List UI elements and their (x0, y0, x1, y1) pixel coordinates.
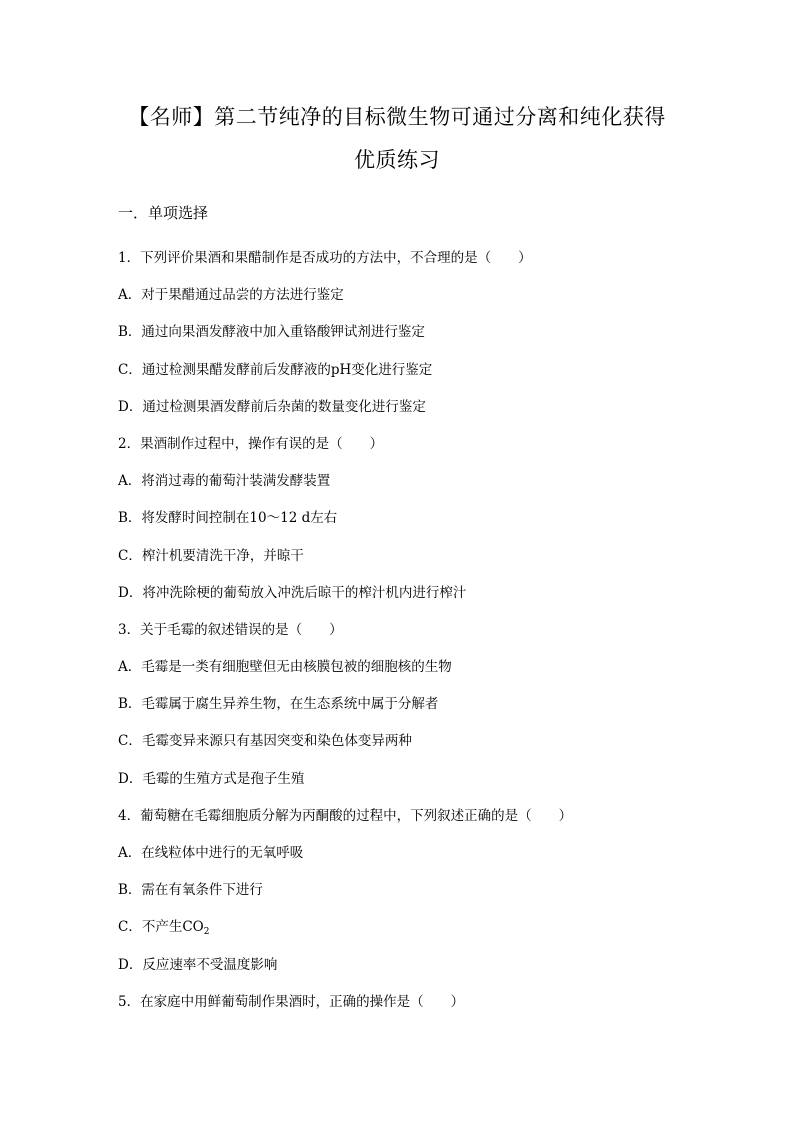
question-3-option-a: A．毛霉是一类有细胞壁但无由核膜包被的细胞核的生物 (118, 659, 452, 676)
question-4-option-c (118, 917, 718, 954)
question-4-option-d: D．反应速率不受温度影响 (118, 956, 278, 973)
question-1-option-c: C．通过检测果醋发酵前后发酵液的pH变化进行鉴定 (118, 361, 433, 378)
question-2-option-b: B．将发酵时间控制在10～12 d左右 (118, 510, 338, 527)
question-3-stem: 3．关于毛霉的叙述错误的是（ ） (118, 621, 343, 638)
question-4-option-c-subscript: 2 (203, 927, 210, 938)
question-1-stem: 1．下列评价果酒和果醋制作是否成功的方法中，不合理的是（ ） (118, 250, 532, 266)
question-list (118, 248, 718, 1029)
question-4-option-b: B．需在有氧条件下进行 (118, 882, 263, 899)
question-2-option-a: A．将消过毒的葡萄汁装满发酵装置 (118, 473, 331, 490)
question-1-option-b: B．通过向果酒发酵液中加入重铬酸钾试剂进行鉴定 (118, 324, 425, 341)
question-4-option-a: A．在线粒体中进行的无氧呼吸 (118, 845, 304, 861)
document-title-line-2: 优质练习 (354, 148, 440, 172)
question-5-stem: 5．在家庭中用鲜葡萄制作果酒时，正确的操作是（ ） (118, 993, 465, 1010)
question-2-option-d: D．将冲洗除梗的葡萄放入冲洗后晾干的榨汁机内进行榨汁 (118, 584, 467, 601)
question-3-option-c: C．毛霉变异来源只有基因突变和染色体变异两种 (118, 733, 412, 750)
question-3-option-b: B．毛霉属于腐生异养生物，在生态系统中属于分解者 (118, 696, 439, 713)
question-2-stem: 2．果酒制作过程中，操作有误的是（ ） (118, 435, 384, 452)
question-2-option-c: C．榨汁机要清洗干净，并晾干 (118, 547, 304, 564)
document-title-line-1: 【名师】第二节纯净的目标微生物可通过分离和纯化获得 (128, 105, 666, 129)
section-heading: 一．单项选择 (118, 204, 209, 222)
question-1-option-a: A．对于果醋通过品尝的方法进行鉴定 (118, 287, 344, 304)
question-4-stem: 4．葡萄糖在毛霉细胞质分解为丙酮酸的过程中，下列叙述正确的是（ ） (118, 807, 573, 824)
question-1-option-d: D．通过检测果酒发酵前后杂菌的数量变化进行鉴定 (118, 398, 426, 415)
question-3-option-d: D．毛霉的生殖方式是孢子生殖 (118, 770, 305, 787)
question-4-option-c-text: C．不产生CO (118, 919, 204, 936)
